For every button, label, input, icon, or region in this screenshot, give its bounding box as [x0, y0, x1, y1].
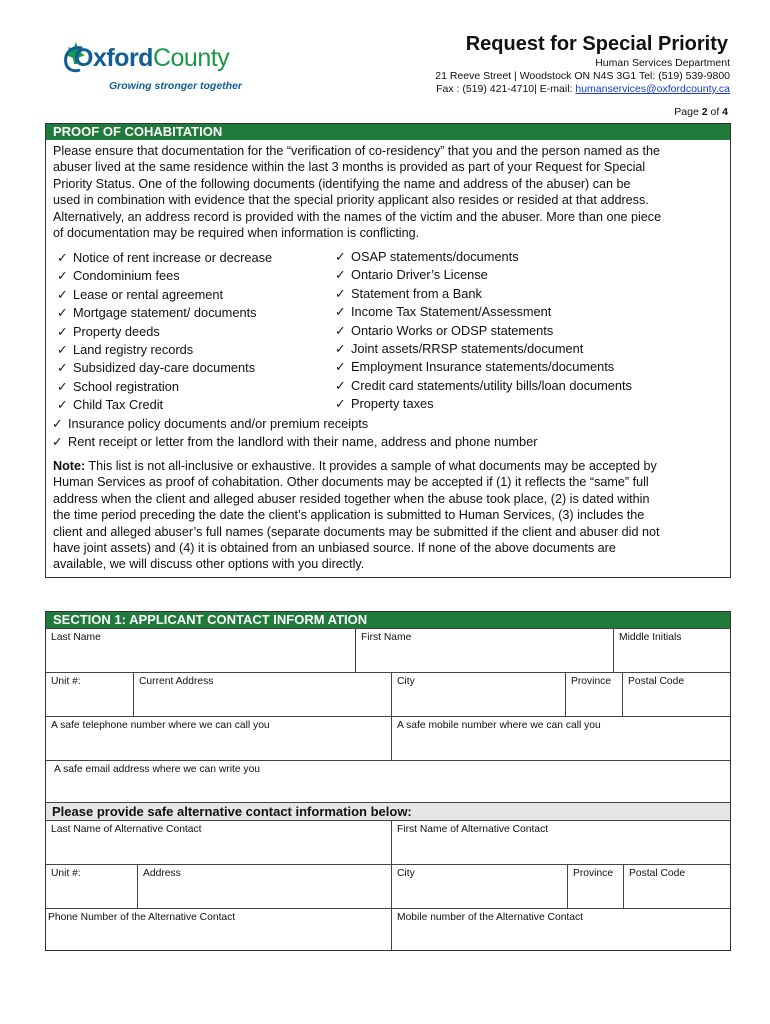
note-line: have joint assets) and (4) it is obtained from an unbiased source. If none of the above documents are	[53, 541, 616, 556]
alt-phone-label: Phone Number of the Alternative Contact	[48, 912, 236, 923]
intro-line: abuser lived at the same residence within the last 3 months is provided as part of your Request for Special	[53, 160, 646, 175]
list-item-label: Ontario Driver’s License	[351, 267, 488, 283]
list-item	[57, 267, 272, 285]
list-item	[57, 341, 272, 359]
list-item-label: Insurance policy documents and/or premium receipts	[68, 416, 369, 431]
alt-first-name-label: First Name of Alternative Contact	[397, 824, 549, 835]
note-line: the time period preceding the date the client’s application is submitted to Human Services, (3) includes the	[53, 508, 645, 523]
list-item-label: Condominium fees	[73, 268, 180, 284]
safe-mobile-field[interactable]	[391, 716, 730, 760]
current-address-label: Current Address	[139, 676, 214, 687]
checkmark-icon: ✓	[335, 304, 346, 320]
checkmark-icon: ✓	[335, 249, 346, 264]
list-item	[335, 377, 632, 395]
list-item-label: Property deeds	[73, 323, 160, 339]
email-link[interactable]: humanservices@oxfordcounty.ca	[575, 83, 730, 95]
first-name-field[interactable]	[355, 628, 613, 672]
list-item	[335, 322, 632, 340]
applicant-contact-form	[45, 611, 731, 951]
checkmark-icon: ✓	[57, 268, 68, 284]
logo-tagline: Growing stronger together	[109, 80, 243, 92]
alt-address-label: Address	[143, 868, 181, 879]
checkmark-icon: ✓	[52, 416, 63, 431]
document-list-right	[335, 248, 632, 414]
alt-province-label: Province	[573, 868, 614, 879]
page-current: 2	[701, 106, 708, 118]
list-item-label: Mortgage statement/ documents	[73, 305, 257, 321]
alt-postal-code-field[interactable]	[623, 864, 730, 908]
checkmark-icon: ✓	[57, 250, 68, 265]
section1-heading: SECTION 1: APPLICANT CONTACT INFORM ATION	[46, 612, 730, 628]
page-title: Request for Special Priority	[465, 33, 728, 55]
alt-city-field[interactable]	[391, 864, 568, 908]
list-item-label: Subsidized day-care documents	[73, 360, 256, 376]
checkmark-icon: ✓	[57, 397, 68, 413]
list-item	[57, 249, 272, 267]
list-item	[57, 286, 272, 304]
safe-telephone-field[interactable]	[46, 716, 392, 760]
note-line: client and alleged abuser’s full names (separate documents may be submitted if the client and abuser did not	[53, 524, 660, 539]
alt-first-name-field[interactable]	[391, 820, 730, 864]
checkmark-icon: ✓	[335, 267, 346, 283]
list-item-label: Joint assets/RRSP statements/document	[351, 341, 584, 357]
province-label: Province	[571, 676, 612, 687]
page-prefix: Page	[674, 106, 702, 118]
unit-field[interactable]	[46, 672, 134, 716]
note-line	[53, 458, 725, 474]
list-item-label: Statement from a Bank	[351, 285, 482, 301]
list-item-label: Ontario Works or ODSP statements	[351, 322, 554, 338]
first-name-label: First Name	[361, 632, 412, 643]
list-item	[57, 323, 272, 341]
list-item-label: Property taxes	[351, 396, 434, 412]
province-field[interactable]	[565, 672, 622, 716]
fax-label: Fax : (519) 421-4710| E-mail:	[436, 83, 576, 95]
checkmark-icon: ✓	[57, 305, 68, 321]
city-field[interactable]	[391, 672, 566, 716]
alt-city-label: City	[397, 868, 415, 879]
postal-code-label: Postal Code	[628, 676, 685, 687]
checkmark-icon: ✓	[335, 377, 346, 393]
list-item-label: Child Tax Credit	[73, 397, 164, 413]
alt-mobile-field[interactable]	[391, 908, 730, 950]
checkmark-icon: ✓	[57, 378, 68, 394]
list-item	[57, 396, 272, 414]
note-paragraph	[53, 458, 725, 573]
list-item	[335, 266, 632, 284]
document-list-left	[57, 249, 272, 415]
list-item-label: Lease or rental agreement	[73, 286, 224, 302]
list-item-label: OSAP statements/documents	[351, 249, 519, 264]
checkmark-icon: ✓	[57, 342, 68, 358]
checkmark-icon: ✓	[335, 322, 346, 338]
alt-postal-code-label: Postal Code	[629, 868, 686, 879]
list-item	[52, 415, 537, 433]
checkmark-icon: ✓	[335, 341, 346, 357]
list-item	[57, 304, 272, 322]
checkmark-icon: ✓	[57, 286, 68, 302]
proof-heading: PROOF OF COHABITATION	[46, 124, 730, 140]
department-address: 21 Reeve Street | Woodstock ON N4S 3G1 Tel: (519) 539-9800	[435, 70, 730, 82]
safe-email-field[interactable]	[46, 760, 730, 802]
list-item	[335, 303, 632, 321]
list-item-label: Land registry records	[73, 342, 194, 358]
list-item	[52, 433, 537, 451]
city-label: City	[397, 676, 415, 687]
checkmark-icon: ✓	[335, 359, 346, 375]
last-name-field[interactable]	[46, 628, 356, 672]
checkmark-icon: ✓	[335, 396, 346, 412]
list-item	[335, 358, 632, 376]
intro-line: Alternatively, an address record is provided with the names of the victim and the abuser. More than one piece	[53, 209, 662, 224]
last-name-label: Last Name	[51, 632, 101, 643]
safe-mobile-label: A safe mobile number where we can call you	[397, 720, 601, 731]
intro-line: of documentation may be required when information is conflicting.	[53, 226, 420, 241]
intro-line: used in combination with evidence that the special priority applicant also resides or resided at that address.	[53, 193, 649, 208]
intro-line: Priority Status. One of the following documents (identifying the name and address of the abuser) can be	[53, 176, 631, 191]
contact-line	[436, 83, 730, 95]
note-line: address when the client and alleged abuser resided together when the abuse took place, (2) is dated within	[53, 491, 650, 506]
unit-label: Unit #:	[51, 676, 81, 687]
note-text: This list is not all-inclusive or exhaustive. It provides a sample of what documents may be accepted by	[85, 459, 657, 473]
list-item-label: School registration	[73, 378, 179, 394]
page-number	[674, 106, 728, 118]
list-item-label: Credit card statements/utility bills/loan documents	[351, 377, 632, 393]
alt-address-field[interactable]	[137, 864, 392, 908]
checkmark-icon: ✓	[57, 360, 68, 376]
list-item	[335, 285, 632, 303]
logo-word-county: County	[152, 44, 230, 72]
intro-line: Please ensure that documentation for the “verification of co-residency” that you and the person named as the	[53, 144, 660, 158]
alt-phone-field[interactable]	[46, 908, 392, 950]
alt-unit-label: Unit #:	[51, 868, 81, 879]
logo-word-oxford: Oxford	[74, 44, 153, 72]
alt-last-name-field[interactable]	[46, 820, 392, 864]
note-line: Human Services as proof of cohabitation. Other documents may be accepted if (1) it reflects the “same” full	[53, 475, 649, 490]
safe-telephone-label: A safe telephone number where we can call you	[51, 720, 270, 731]
list-item-label: Notice of rent increase or decrease	[73, 250, 273, 265]
alt-province-field[interactable]	[567, 864, 624, 908]
alt-mobile-label: Mobile number of the Alternative Contact	[397, 912, 584, 923]
note-label: Note:	[53, 459, 86, 473]
alt-unit-field[interactable]	[46, 864, 138, 908]
list-item-label: Income Tax Statement/Assessment	[351, 304, 552, 320]
checkmark-icon: ✓	[52, 434, 63, 450]
postal-code-field[interactable]	[622, 672, 730, 716]
list-item	[57, 359, 272, 377]
alt-last-name-label: Last Name of Alternative Contact	[51, 824, 202, 835]
page-of: of	[707, 106, 723, 118]
list-item	[335, 248, 632, 266]
checkmark-icon: ✓	[57, 323, 68, 339]
logo-wordmark	[74, 44, 229, 73]
safe-email-label: A safe email address where we can write you	[54, 764, 261, 775]
alt-contact-heading: Please provide safe alternative contact information below:	[46, 802, 730, 820]
list-item	[335, 340, 632, 358]
current-address-field[interactable]	[133, 672, 392, 716]
middle-initials-field[interactable]	[613, 628, 730, 672]
document-list-wide	[52, 415, 537, 452]
middle-initials-label: Middle Initials	[619, 632, 682, 643]
department-name: Human Services Department	[595, 57, 730, 69]
checkmark-icon: ✓	[335, 285, 346, 301]
list-item-label: Employment Insurance statements/documents	[351, 359, 615, 375]
page-total: 4	[722, 106, 728, 118]
list-item-label: Rent receipt or letter from the landlord with their name, address and phone number	[68, 434, 538, 450]
proof-intro	[53, 143, 725, 241]
list-item	[57, 378, 272, 396]
list-item	[335, 395, 632, 413]
note-line: available, we will discuss other options with you directly.	[53, 557, 365, 572]
